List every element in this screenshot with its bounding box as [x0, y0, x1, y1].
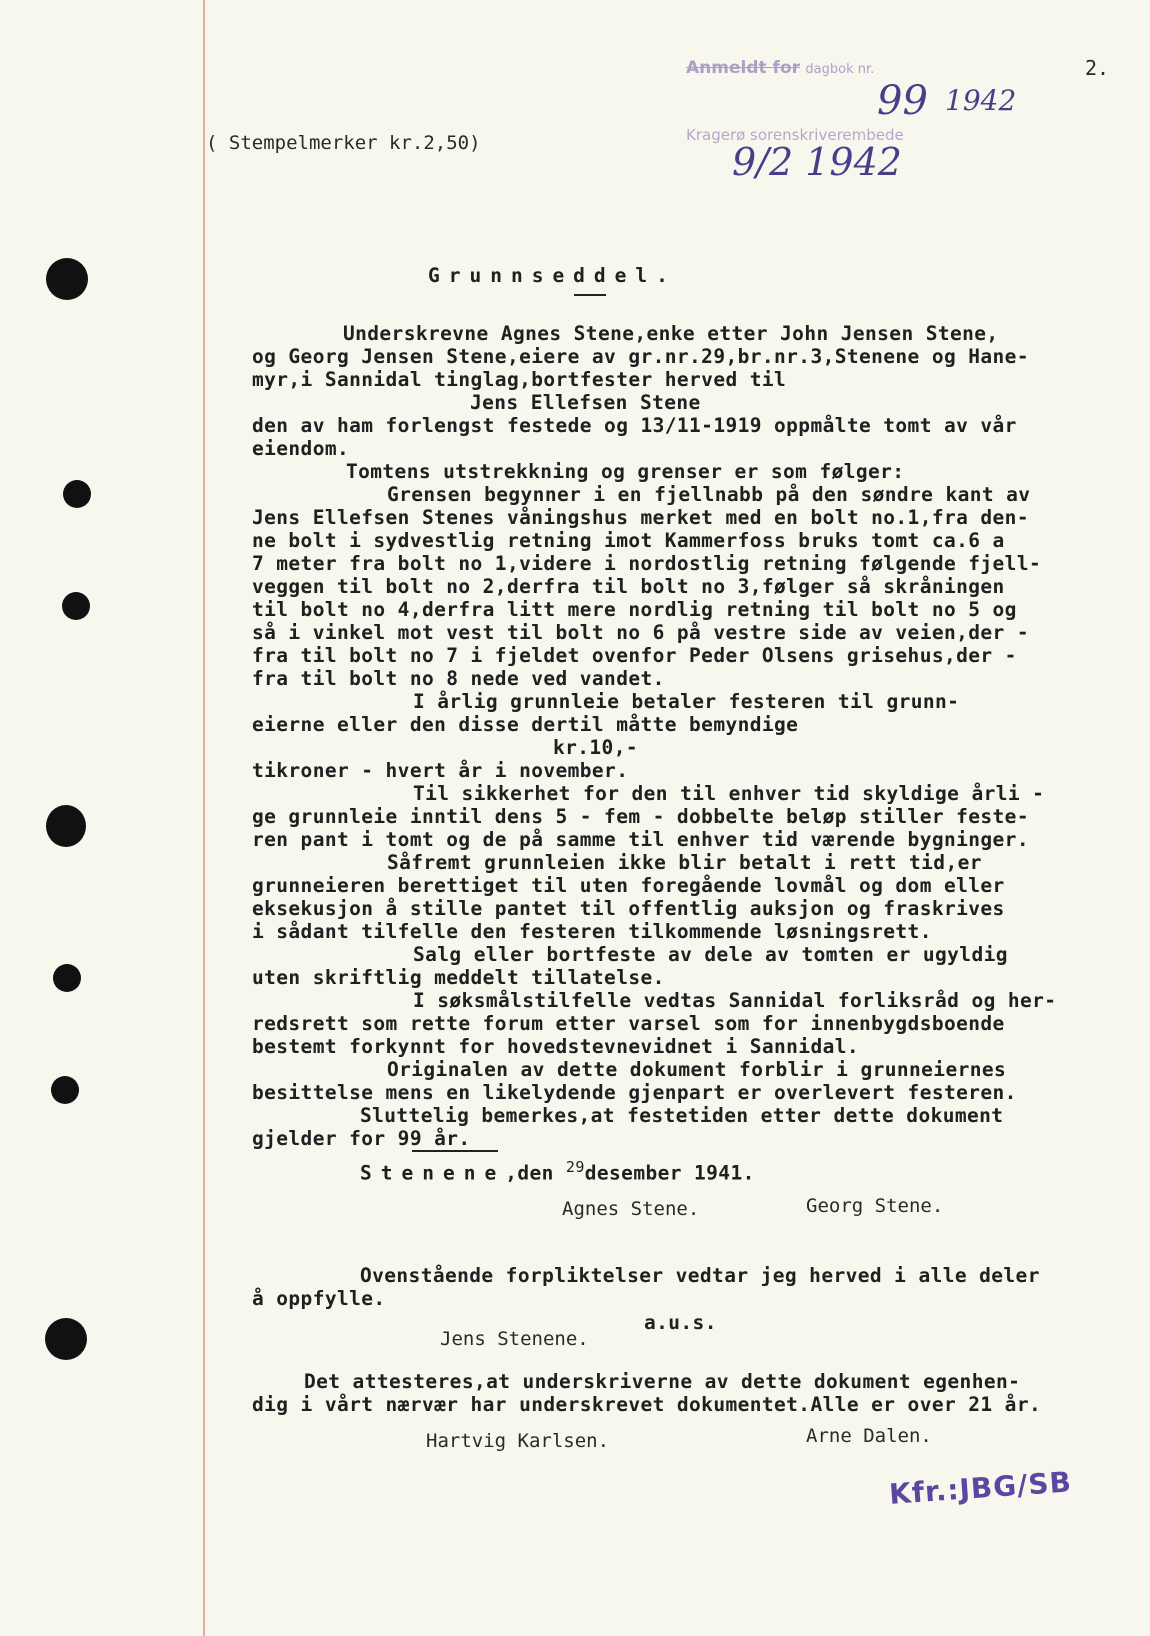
body-line: fra til bolt no 7 i fjeldet ovenfor Peder Olsens grisehus,der - — [252, 644, 1017, 667]
punch-hole — [46, 258, 88, 300]
body-line: besittelse mens en likelydende gjenpart er overlevert festeren. — [252, 1081, 1017, 1104]
body-line: den av ham forlengst festede og 13/11-1919 oppmålte tomt av vår — [252, 414, 1017, 437]
body-line: i sådant tilfelle den festeren tilkommende løsningsrett. — [252, 920, 932, 943]
signature-georg: Georg Stene. — [806, 1195, 944, 1217]
body-line: Tomtens utstrekkning og grenser er som følger: — [346, 460, 905, 483]
stamp-office: Kragerø sorenskriverembede — [686, 126, 904, 144]
stamp-year: 1942 — [945, 84, 1017, 117]
stamp-mid: dagbok nr. — [805, 62, 875, 77]
stamp-prefix: Anmeldt for — [686, 58, 801, 78]
registration-stamp — [686, 58, 874, 78]
body-line: Originalen av dette dokument forblir i grunneiernes — [387, 1058, 1007, 1081]
body-line: veggen til bolt no 2,derfra til bolt no 3,følger så skråningen — [252, 575, 1005, 598]
body-line: ge grunnleie inntil dens 5 - fem - dobbelte beløp stiller feste- — [252, 805, 1029, 828]
obligation-line: Ovenstående forpliktelser vedtar jeg herved i alle deler — [360, 1264, 1040, 1287]
body-line: eierne eller den disse dertil måtte bemyndige — [252, 713, 799, 736]
punch-hole — [45, 1318, 87, 1360]
attest-line: Det attesteres,at underskriverne av dette dokument egenhen- — [304, 1370, 1021, 1393]
stempel-note: ( Stempelmerker kr.2,50) — [206, 132, 481, 154]
body-line: 7 meter fra bolt no 1,videre i nordostlig retning følgende fjell- — [252, 552, 1042, 575]
signature-jens: Jens Stenene. — [440, 1328, 589, 1350]
body-line: kr.10,- — [553, 736, 638, 759]
stamp-number: 99 — [877, 78, 928, 124]
stamp-date: 9/2 1942 — [732, 140, 902, 184]
page-number: 2. — [1085, 56, 1110, 80]
dateline-place: Stenene — [360, 1161, 506, 1185]
body-line: tikroner - hvert år i november. — [252, 759, 629, 782]
dateline-prefix: ,den — [505, 1161, 566, 1185]
body-line: ren pant i tomt og de på samme til enhver tid værende bygninger. — [252, 828, 1029, 851]
body-line: I årlig grunnleie betaler festeren til grunn- — [413, 690, 960, 713]
body-line: Salg eller bortfeste av dele av tomten er ugyldig — [413, 943, 1008, 966]
body-line: til bolt no 4,derfra litt mere nordlig retning til bolt no 5 og — [252, 598, 1017, 621]
dateline-rest: desember 1941. — [584, 1161, 755, 1185]
body-line: Såfremt grunnleien ikke blir betalt i rett tid,er — [387, 851, 982, 874]
body-line: ne bolt i sydvestlig retning imot Kammerfoss bruks tomt ca.6 a — [252, 529, 1005, 552]
body-line: myr,i Sannidal tinglag,bortfester herved til — [252, 368, 787, 391]
title-underline — [574, 294, 606, 296]
body-line: Jens Ellefsen Stenes våningshus merket med en bolt no.1,fra den- — [252, 506, 1029, 529]
witness-arne: Arne Dalen. — [806, 1425, 932, 1447]
document-title: Grunnseddel. — [428, 264, 677, 287]
reference-stamp: Kfr.:JBG/SB — [888, 1465, 1073, 1511]
body-line: Sluttelig bemerkes,at festetiden etter dette dokument — [360, 1104, 1004, 1127]
term-underline — [412, 1150, 498, 1152]
body-line: gjelder for 99 år. — [252, 1127, 471, 1150]
obligation-line: å oppfylle. — [252, 1287, 386, 1310]
body-line: og Georg Jensen Stene,eiere av gr.nr.29,br.nr.3,Stenene og Hane- — [252, 345, 1029, 368]
body-line: eksekusjon å stille pantet til offentlig auksjon og fraskrives — [252, 897, 1005, 920]
body-line: Underskrevne Agnes Stene,enke etter John Jensen Stene, — [343, 322, 999, 345]
aus-mark: a.u.s. — [644, 1311, 717, 1334]
body-line: Jens Ellefsen Stene — [470, 391, 701, 414]
witness-hartvig: Hartvig Karlsen. — [426, 1430, 610, 1452]
punch-hole — [53, 964, 81, 992]
punch-hole — [46, 805, 86, 847]
punch-hole — [62, 592, 90, 620]
body-line: Grensen begynner i en fjellnabb på den søndre kant av — [387, 483, 1031, 506]
body-line: eiendom. — [252, 437, 350, 460]
body-line: redsrett som rette forum etter varsel som for innenbygdsboende — [252, 1012, 1005, 1035]
body-line: bestemt forkynnt for hovedstevnevidnet i Sannidal. — [252, 1035, 859, 1058]
punch-hole — [63, 480, 91, 508]
margin-line — [203, 0, 205, 1636]
body-line: grunneieren berettiget til uten foregående lovmål og dom eller — [252, 874, 1005, 897]
body-line: I søksmålstilfelle vedtas Sannidal forliksråd og her- — [413, 989, 1057, 1012]
body-line: Til sikkerhet for den til enhver tid skyldige årli - — [413, 782, 1045, 805]
dateline — [360, 1158, 755, 1185]
body-line: fra til bolt no 8 nede ved vandet. — [252, 667, 665, 690]
signature-agnes: Agnes Stene. — [562, 1198, 700, 1220]
body-line: uten skriftlig meddelt tillatelse. — [252, 966, 665, 989]
punch-hole — [51, 1076, 79, 1104]
body-line: så i vinkel mot vest til bolt no 6 på vestre side av veien,der - — [252, 621, 1029, 644]
attest-line: dig i vårt nærvær har underskrevet dokumentet.Alle er over 21 år. — [252, 1393, 1042, 1416]
dateline-day: 29 — [565, 1158, 585, 1176]
